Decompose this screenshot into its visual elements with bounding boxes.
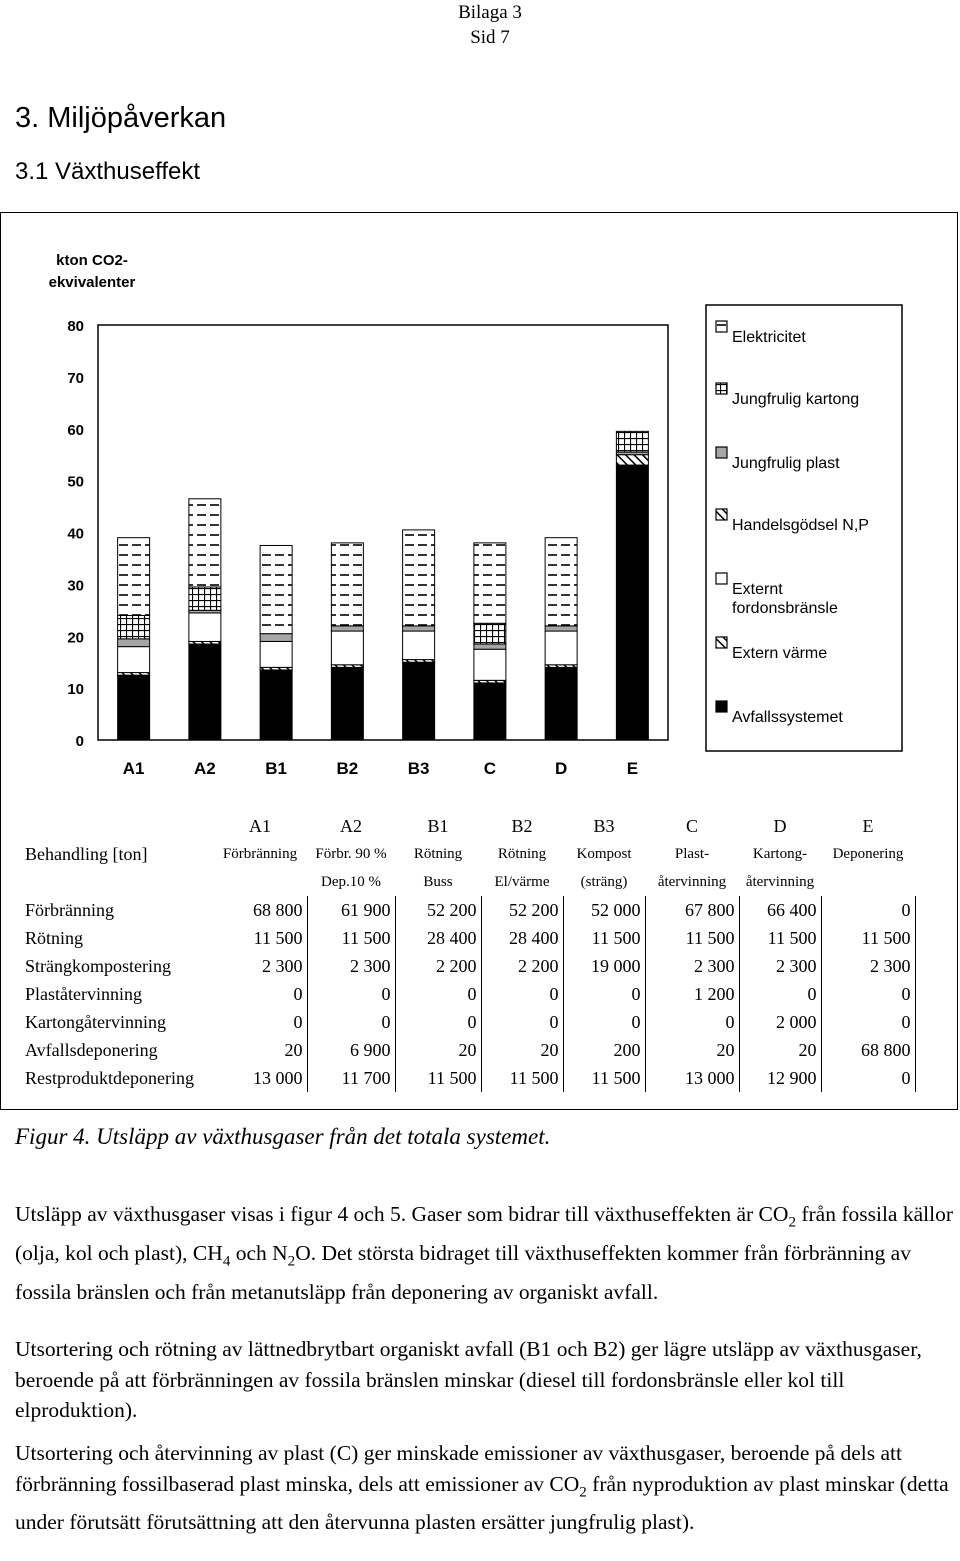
table-cell: 11 500	[563, 924, 645, 952]
legend-label: fordonsbränsle	[732, 600, 838, 617]
table-cell: 11 500	[645, 924, 739, 952]
bar-segment	[118, 647, 150, 673]
table-row	[25, 1064, 915, 1092]
table-desc-row	[25, 840, 915, 868]
y-tick-label: 40	[67, 525, 84, 543]
col-desc1-d: Kartong-	[752, 845, 808, 862]
bar-segment	[331, 626, 363, 631]
table-cell: 0	[563, 1008, 645, 1036]
table-cell: 1 200	[645, 980, 739, 1008]
legend-label: Externt	[732, 581, 783, 598]
table-cell: 11 500	[213, 924, 307, 952]
bar-segment	[474, 649, 506, 680]
col-desc1-b1: Rötning	[413, 845, 463, 862]
y-tick-label: 10	[67, 681, 84, 699]
table-row	[25, 1036, 915, 1064]
legend-label: Extern värme	[732, 645, 828, 662]
col-desc2-b3: (sträng)	[580, 873, 628, 890]
p3-text-2: från nyproduktion av plast minskar (detta under förutsätt förutsättning att den återvunna plasten ersätter jungfrulig plast).	[15, 1471, 949, 1535]
legend-label: Jungfrulig plast	[732, 455, 840, 472]
p1-sub-1: 2	[788, 1214, 796, 1231]
bar-segment	[260, 545, 292, 633]
paragraph-2: Utsortering och rötning av lättnedbrytbart organiskt avfall (B1 och B2) ger lägre utsläpp av växthusgaser, beroende på att förbränningen av fossila bränslen minskar (diesel till fordonsbränsle eller kol till elproduktion).	[15, 1337, 922, 1422]
table-cell: 11 700	[307, 1064, 395, 1092]
table-cell: 68 800	[821, 1036, 915, 1064]
bar-segment	[403, 626, 435, 631]
table-cell: 28 400	[481, 924, 563, 952]
paragraph-1	[15, 1199, 955, 1307]
table-row	[25, 1008, 915, 1036]
legend-label: Handelsgödsel N,P	[732, 517, 869, 534]
bar-segment	[474, 683, 506, 740]
col-head-a2: A2	[340, 815, 362, 836]
col-head-b3: B3	[593, 815, 615, 836]
bar-segment	[189, 644, 221, 740]
table-cell: 0	[481, 980, 563, 1008]
col-head-c: C	[685, 815, 698, 836]
row-label: Förbränning	[25, 899, 114, 920]
x-tick-label: E	[626, 759, 639, 778]
col-head-d: D	[773, 815, 787, 836]
y-axis-label-line2: ekvivalenter	[48, 274, 136, 291]
row-label: Restproduktdeponering	[25, 1067, 194, 1088]
legend-swatch	[716, 573, 727, 584]
table-cell: 20	[739, 1036, 821, 1064]
table-cell: 0	[213, 1008, 307, 1036]
row-label: Avfallsdeponering	[25, 1039, 158, 1060]
bar-segment	[260, 641, 292, 667]
table-cell: 2 300	[213, 952, 307, 980]
table-cell: 67 800	[645, 896, 739, 924]
legend-label: Jungfrulig kartong	[732, 391, 860, 408]
table-row	[25, 952, 915, 980]
bar-segment	[474, 623, 506, 644]
table-cell: 61 900	[307, 896, 395, 924]
table-cell: 68 800	[213, 896, 307, 924]
table-cell: 11 500	[481, 1064, 563, 1092]
x-tick-label: B3	[407, 759, 430, 778]
y-tick-label: 0	[75, 733, 84, 750]
row-label: Rötning	[25, 927, 84, 948]
bar-segment	[403, 662, 435, 740]
bar-segment	[474, 543, 506, 623]
table-cell: 11 500	[395, 1064, 481, 1092]
col-desc1-c: Plast-	[674, 845, 710, 862]
table-cell: 12 900	[739, 1064, 821, 1092]
legend-swatch	[716, 509, 727, 520]
table-cell: 13 000	[213, 1064, 307, 1092]
row-label: Strängkompostering	[25, 955, 171, 976]
col-desc1-b2: Rötning	[497, 845, 547, 862]
table-cell: 0	[395, 1008, 481, 1036]
p1-text-4: O. Det största bidraget till växthuseffekten kommer från förbränning av fossila bränslen och från metanutsläpp från deponering av organiskt avfall.	[15, 1240, 911, 1304]
table-header-label: Behandling [ton]	[25, 843, 148, 864]
x-tick-label: A1	[122, 759, 145, 778]
table-cell: 11 500	[563, 1064, 645, 1092]
plot-area	[98, 325, 668, 740]
table-cell: 2 300	[821, 952, 915, 980]
bar-segment	[616, 455, 648, 465]
bar-segment	[545, 631, 577, 665]
legend-swatch	[716, 701, 727, 712]
table-cell: 0	[395, 980, 481, 1008]
y-tick-label: 50	[67, 473, 84, 491]
col-head-b2: B2	[511, 815, 533, 836]
x-tick-label: B1	[265, 759, 287, 778]
table-cell: 66 400	[739, 896, 821, 924]
y-tick-label: 30	[67, 577, 84, 595]
col-desc2-e	[821, 868, 915, 896]
row-label: Plaståtervinning	[25, 983, 142, 1004]
table-cell: 20	[395, 1036, 481, 1064]
table-cell: 11 500	[739, 924, 821, 952]
bar-segment	[616, 431, 648, 452]
table-cell: 20	[645, 1036, 739, 1064]
col-desc1-a1: Förbränning	[222, 845, 298, 862]
table-cell: 0	[307, 1008, 395, 1036]
table-cell: 2 200	[481, 952, 563, 980]
table-cell: 2 200	[395, 952, 481, 980]
bar-segment	[260, 670, 292, 740]
col-desc1-e: Deponering	[832, 845, 904, 862]
table-cell: 0	[307, 980, 395, 1008]
figure-caption: Figur 4. Utsläpp av växthusgaser från det totala systemet.	[15, 1124, 551, 1149]
bar-segment	[189, 499, 221, 587]
paragraph-3	[15, 1438, 955, 1538]
table-cell: 0	[821, 1008, 915, 1036]
bar-segment	[545, 667, 577, 740]
bar-segment	[260, 634, 292, 642]
bar-segment	[118, 538, 150, 616]
bar-segment	[403, 631, 435, 660]
table-cell: 2 000	[739, 1008, 821, 1036]
bar-segment	[545, 626, 577, 631]
bar-segment	[189, 587, 221, 610]
y-tick-label: 60	[67, 421, 84, 439]
appendix-label: Bilaga 3	[458, 2, 522, 23]
table-cell: 0	[481, 1008, 563, 1036]
treatment-table	[25, 812, 916, 1092]
bar-segment	[189, 613, 221, 642]
y-tick-label: 70	[67, 369, 84, 387]
table-cell: 52 000	[563, 896, 645, 924]
table-cell: 52 200	[395, 896, 481, 924]
table-cell: 52 200	[481, 896, 563, 924]
col-desc1-b3: Kompost	[576, 845, 632, 862]
table-cell: 0	[213, 980, 307, 1008]
x-tick-label: C	[483, 759, 497, 778]
bar-segment	[118, 675, 150, 740]
y-tick-label: 20	[67, 629, 84, 647]
col-desc2-a1	[213, 868, 307, 896]
table-row	[25, 896, 915, 924]
col-desc2-d: återvinning	[745, 873, 815, 890]
legend-label: Elektricitet	[732, 329, 806, 346]
table-cell: 0	[821, 1064, 915, 1092]
page-number: Sid 7	[470, 27, 510, 48]
legend-label: Avfallssystemet	[732, 709, 843, 726]
p3-sub-1: 2	[579, 1483, 587, 1500]
legend-swatch	[716, 383, 727, 394]
legend-swatch	[716, 637, 727, 648]
x-tick-label: B2	[336, 759, 359, 778]
bar-segment	[118, 616, 150, 639]
table-cell: 2 300	[307, 952, 395, 980]
p1-text-2: från fossila källor (olja, kol och plast), CH	[15, 1202, 953, 1265]
bar-segment	[616, 465, 648, 740]
table-header-row	[25, 812, 915, 840]
table-cell: 0	[821, 896, 915, 924]
table-cell: 13 000	[645, 1064, 739, 1092]
table-row	[25, 924, 915, 952]
table-cell: 2 300	[739, 952, 821, 980]
col-head-e: E	[862, 815, 874, 836]
table-cell: 0	[563, 980, 645, 1008]
col-head-b1: B1	[427, 815, 449, 836]
table-cell: 11 500	[821, 924, 915, 952]
table-cell: 0	[739, 980, 821, 1008]
p1-text-3: och N	[230, 1240, 288, 1265]
col-desc1-a2: Förbr. 90 %	[315, 845, 387, 862]
table-cell: 6 900	[307, 1036, 395, 1064]
p1-text-1: Utsläpp av växthusgaser visas i figur 4 och 5. Gaser som bidrar till växthuseffekten är CO	[15, 1202, 789, 1226]
table-desc-row-2	[25, 868, 915, 896]
p1-sub-2: 4	[222, 1253, 231, 1270]
legend-swatch	[716, 447, 727, 458]
col-desc2-a2: Dep.10 %	[321, 873, 381, 890]
col-desc2-b1: Buss	[423, 873, 453, 890]
bar-segment	[474, 644, 506, 649]
table-cell: 11 500	[307, 924, 395, 952]
table-row	[25, 980, 915, 1008]
section-title: 3. Miljöpåverkan	[15, 102, 227, 134]
bar-segment	[331, 543, 363, 626]
col-desc2-b2: El/värme	[494, 873, 550, 890]
table-cell: 20	[481, 1036, 563, 1064]
col-head-a1: A1	[249, 815, 271, 836]
subsection-title: 3.1 Växthuseffekt	[15, 158, 201, 185]
col-desc2-c: återvinning	[657, 873, 727, 890]
table-cell: 2 300	[645, 952, 739, 980]
table-cell: 0	[821, 980, 915, 1008]
table-cell: 28 400	[395, 924, 481, 952]
bar-segment	[331, 667, 363, 740]
table-cell: 20	[213, 1036, 307, 1064]
table-cell: 0	[645, 1008, 739, 1036]
bar-segment	[118, 639, 150, 647]
row-label: Kartongåtervinning	[25, 1011, 166, 1032]
x-tick-label: A2	[194, 759, 216, 778]
x-tick-label: D	[554, 759, 568, 778]
p1-sub-3: 2	[287, 1253, 296, 1270]
table-cell: 19 000	[563, 952, 645, 980]
bar-segment	[331, 631, 363, 665]
legend-swatch	[716, 321, 727, 332]
table-cell: 200	[563, 1036, 645, 1064]
y-axis-label-line1: kton CO2-	[56, 252, 128, 269]
bar-segment	[545, 538, 577, 626]
bar-segment	[403, 530, 435, 626]
p3-text-1: Utsortering och återvinning av plast (C) ger minskade emissioner av växthusgaser, beroende på dels att förbränning fossilbaserad plast minska, dels att emissioner av CO	[15, 1441, 902, 1496]
y-tick-label: 80	[67, 318, 84, 335]
